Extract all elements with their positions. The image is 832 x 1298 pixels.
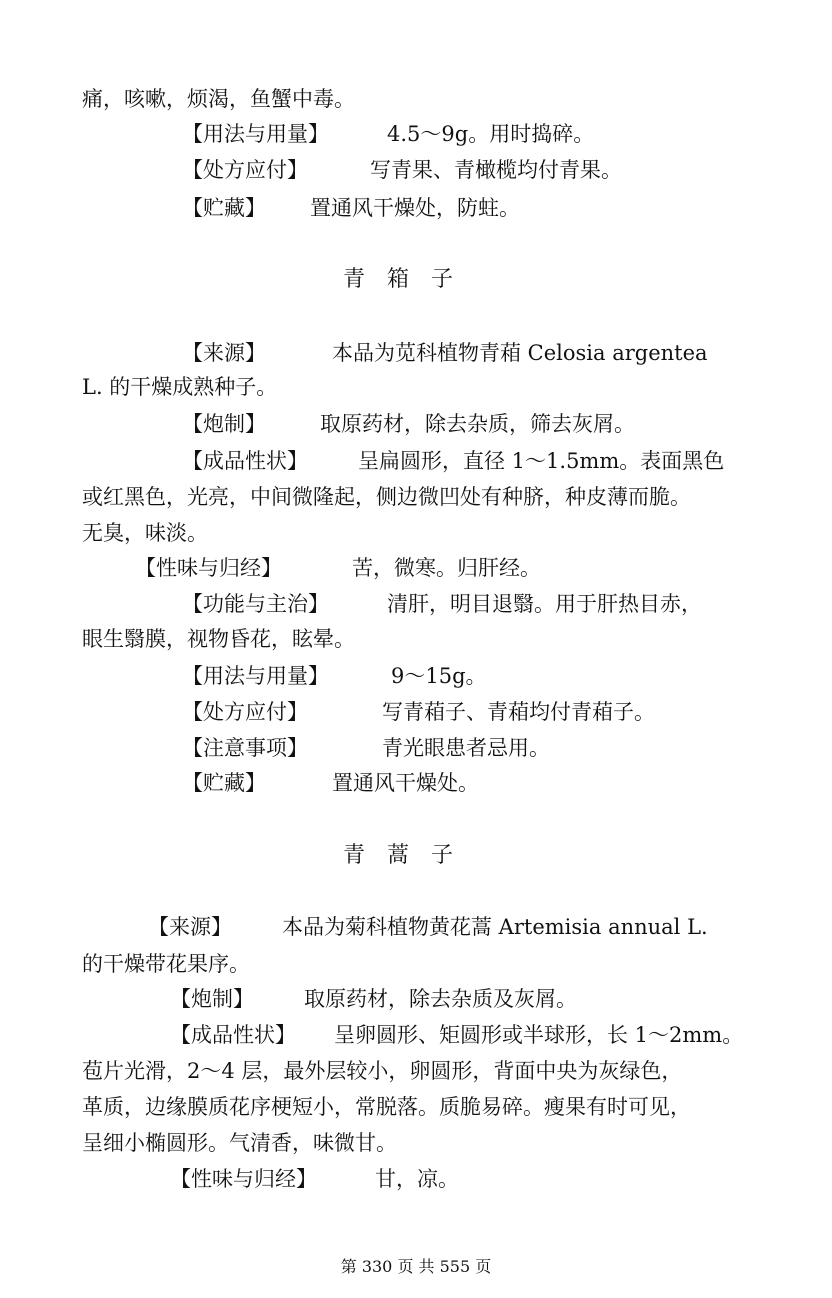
qxz-character-row [182, 446, 724, 476]
qxz-processing-value: 取原药材，除去杂质，筛去灰屑。 [320, 412, 635, 436]
qhz-character-value-1: 呈卵圆形、矩圆形或半球形，长 1～2mm。 [334, 1023, 744, 1047]
qxz-source-label: 【来源】 [182, 341, 266, 365]
qhz-source-value-1: 本品为菊科植物黄花蒿 Artemisia annual L. [282, 915, 708, 939]
page-footer: 第 330 页 共 555 页 [340, 1257, 492, 1276]
prev-prescription-row [182, 155, 622, 185]
qhz-character-value-4: 呈细小椭圆形。气清香，味微甘。 [82, 1131, 397, 1155]
qxz-character-value-2: 或红黑色，光亮，中间微隆起，侧边微凹处有种脐，种皮薄而脆。 [82, 485, 691, 509]
qxz-character-label: 【成品性状】 [182, 449, 308, 473]
prev-prescription-value: 写青果、青橄榄均付青果。 [370, 158, 622, 182]
qxz-source-value-2: L. 的干燥成熟种子。 [82, 375, 278, 399]
qhz-nature-row [170, 1164, 459, 1194]
prev-prescription-label: 【处方应付】 [182, 158, 308, 182]
qhz-processing-value: 取原药材，除去杂质及灰屑。 [304, 987, 577, 1011]
qxz-caution-row [182, 733, 550, 763]
qxz-usage-label: 【用法与用量】 [182, 664, 329, 688]
section-title-qingxiangzi: 青 箱 子 [343, 267, 454, 292]
qhz-nature-label: 【性味与归经】 [170, 1167, 317, 1191]
qhz-character-value-2: 苞片光滑，2～4 层，最外层较小，卵圆形，背面中央为灰绿色， [82, 1059, 683, 1083]
qxz-source-value-1: 本品为苋科植物青葙 Celosia argentea [332, 341, 708, 365]
qhz-source-value-2: 的干燥带花果序。 [82, 952, 250, 976]
qxz-function-row [182, 589, 702, 619]
qhz-character-label: 【成品性状】 [170, 1023, 296, 1047]
qxz-usage-row [182, 661, 487, 691]
qxz-nature-label: 【性味与归经】 [135, 556, 282, 580]
qhz-source-row [148, 912, 708, 942]
qxz-caution-label: 【注意事项】 [182, 736, 308, 760]
qxz-function-value-2: 眼生翳膜，视物昏花，眩晕。 [82, 627, 355, 651]
qxz-prescription-label: 【处方应付】 [182, 700, 308, 724]
qxz-function-value-1: 清肝，明目退翳。用于肝热目赤， [387, 592, 702, 616]
qhz-character-row [170, 1020, 743, 1050]
prev-storage-label: 【贮藏】 [182, 196, 266, 220]
prev-usage-value: 4.5～9g。用时捣碎。 [387, 122, 595, 146]
qxz-prescription-value: 写青葙子、青葙均付青葙子。 [382, 700, 655, 724]
prev-storage-row [182, 193, 520, 223]
qxz-storage-label: 【贮藏】 [182, 771, 266, 795]
prev-usage-label: 【用法与用量】 [182, 122, 329, 146]
qxz-usage-value: 9～15g。 [391, 664, 487, 688]
prev-usage-row [182, 119, 594, 149]
qxz-processing-row [182, 409, 635, 439]
qxz-storage-row [182, 768, 479, 798]
qxz-character-value-1: 呈扁圆形，直径 1～1.5mm。表面黑色 [358, 449, 725, 473]
prev-continuation-line: 痛，咳嗽，烦渴，鱼蟹中毒。 [82, 87, 355, 111]
qxz-processing-label: 【炮制】 [182, 412, 266, 436]
qxz-nature-value: 苦，微寒。归肝经。 [352, 556, 541, 580]
qhz-processing-row [170, 984, 577, 1014]
qxz-source-row [182, 338, 708, 368]
section-title-qinghaozi: 青 蒿 子 [343, 843, 454, 868]
qhz-character-value-3: 革质，边缘膜质花序梗短小，常脱落。质脆易碎。瘦果有时可见， [82, 1095, 691, 1119]
qxz-character-value-3: 无臭，味淡。 [82, 521, 208, 545]
qxz-storage-value: 置通风干燥处。 [332, 771, 479, 795]
qhz-source-label: 【来源】 [148, 915, 232, 939]
qhz-nature-value: 甘，凉。 [375, 1167, 459, 1191]
qxz-nature-row [135, 553, 541, 583]
qxz-caution-value: 青光眼患者忌用。 [382, 736, 550, 760]
prev-storage-value: 置通风干燥处，防蛀。 [310, 196, 520, 220]
qhz-processing-label: 【炮制】 [170, 987, 254, 1011]
qxz-prescription-row [182, 697, 655, 727]
qxz-function-label: 【功能与主治】 [182, 592, 329, 616]
